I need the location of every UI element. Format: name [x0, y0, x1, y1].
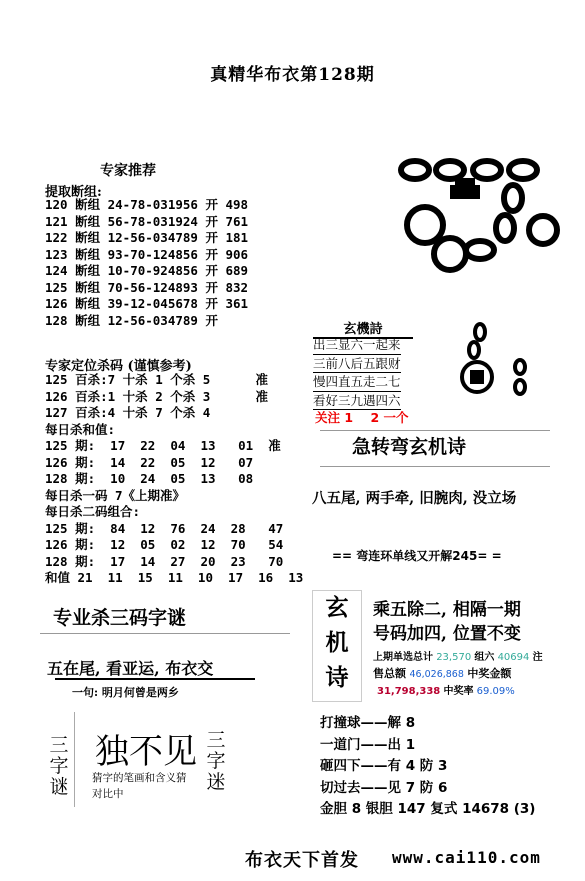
one-code-line: 每日杀一码 7《上期准》 [45, 487, 186, 503]
stat-row-1 [373, 648, 543, 663]
xuanji-char: 机 [325, 630, 349, 656]
kill-list [45, 372, 303, 587]
chain-decoration-icon [395, 150, 570, 280]
expert-row: 125 断组 70-56-124893 开 832 [45, 279, 249, 295]
kill-row: 127 百杀:4 十杀 7 个杀 4 [45, 405, 211, 420]
tip-item: 打撞球——解 8 [320, 715, 416, 731]
sum-row: 125 期: 17 22 04 13 01 准 [45, 438, 281, 453]
kill-row: 125 百杀:7 十杀 1 个杀 5 准 [45, 372, 268, 387]
divider [320, 430, 550, 431]
stat-label: 注 [532, 652, 543, 663]
xuanji-char: 诗 [325, 665, 349, 691]
sum-row: 126 期: 14 22 05 12 07 [45, 454, 254, 470]
two-code-row: 125 期: 84 12 76 24 28 47 [45, 520, 284, 536]
stat-label: 组六 [474, 652, 495, 663]
medal-decoration-icon [452, 322, 542, 402]
xuanji-lines [373, 598, 521, 646]
stat-label: 上期单选总计 [373, 652, 433, 663]
sum-row: 128 期: 10 24 05 13 08 [45, 471, 254, 486]
divider [55, 678, 255, 680]
two-code-row: 126 期: 12 05 02 12 70 54 [45, 537, 284, 552]
jizhuan-banner: == 弯连环单线又开解245= = [332, 549, 502, 563]
page-title: 真精华布衣第128期 [210, 65, 375, 85]
riddle-big-text: 独不见 [95, 732, 197, 772]
expert-row: 124 断组 10-70-924856 开 689 [45, 263, 249, 278]
expert-row: 121 断组 56-78-031924 开 761 [45, 213, 249, 229]
expert-row: 122 断组 12-56-034789 开 181 [45, 230, 249, 245]
xuanji-vertical-title [312, 590, 362, 702]
divider [320, 466, 550, 467]
stat-value: 40694 [497, 652, 530, 663]
riddle-left-vertical: 三字谜 [49, 734, 69, 798]
stat-label: 中奖金额 [467, 667, 512, 680]
stat-row-2 [373, 665, 511, 681]
expert-row: 126 断组 39-12-045678 开 361 [45, 296, 249, 311]
poem-line: 三前八后五跟财 [313, 355, 401, 374]
decor-rule [74, 712, 83, 807]
jizhuan-heading: 急转弯玄机诗 [352, 436, 467, 458]
two-code-row: 128 期: 17 14 27 20 23 70 [45, 553, 284, 569]
expert-sub: 提取断组: [45, 185, 102, 200]
stat-label: 售总额 [373, 667, 406, 680]
tip-item: 砸四下——有 4 防 3 [320, 758, 448, 774]
jizhuan-line: 八五尾, 两手牵, 旧腕肉, 没立场 [312, 490, 517, 507]
riddle-note: 对比中 [92, 788, 124, 800]
stat-value: 69.09% [476, 686, 515, 697]
stat-row-3 [377, 682, 515, 697]
xuanji-line: 乘五除二, 相隔一期 [373, 600, 521, 620]
poem-line: 慢四直五走二七 [313, 373, 401, 392]
kill-heading: 专家定位杀码 (谨慎参考) [45, 359, 192, 374]
poem-lines [313, 336, 401, 410]
expert-row: 123 断组 93-70-124856 开 906 [45, 246, 249, 262]
riddle-right-vertical: 三字迷 [206, 729, 226, 793]
riddle-sub: 一句: 明月何曾是两乡 [72, 686, 179, 699]
stat-value: 46,026,868 [409, 669, 464, 680]
stat-value: 31,798,338 [377, 686, 441, 697]
divider [40, 633, 290, 634]
stat-label: 中奖率 [443, 686, 474, 697]
expert-row: 128 断组 12-56-034789 开 [45, 312, 218, 328]
poem-heading: 玄機詩 [313, 318, 413, 339]
sum-heading: 每日杀和值: [45, 421, 116, 437]
poem-focus: 关注 1 2 一个 [315, 410, 409, 425]
riddle-note: 猜字的笔画和含义猜 [92, 772, 187, 784]
tip-item: 一道门——出 1 [320, 736, 416, 753]
footer-url[interactable]: www.cai110.com [392, 848, 541, 867]
xuanji-char: 玄 [325, 595, 349, 621]
tips-list [320, 713, 535, 821]
expert-row: 120 断组 24-78-031956 开 498 [45, 197, 249, 212]
tip-item: 金胆 8 银胆 147 复式 14678 (3) [320, 801, 536, 817]
expert-list [45, 197, 248, 329]
xuanji-line: 号码加四, 位置不变 [373, 624, 521, 644]
riddle-line: 五在尾, 看亚运, 布衣交 [47, 659, 214, 678]
two-code-row: 和值 21 11 15 11 10 17 16 13 [45, 570, 304, 585]
expert-heading: 专家推荐 [100, 163, 156, 179]
kill-row: 126 百杀:1 十杀 2 个杀 3 准 [45, 388, 268, 404]
poem-line: 看好三九遇四六 [313, 392, 401, 411]
footer-left: 布衣天下首发 [245, 850, 359, 871]
stat-value: 23,570 [436, 652, 472, 663]
poem-line: 出三显六一起来 [313, 336, 401, 355]
riddle-heading: 专业杀三码字谜 [53, 607, 187, 629]
tip-item: 切过去——见 7 防 6 [320, 779, 448, 796]
two-code-heading: 每日杀二码组合: [45, 504, 141, 519]
